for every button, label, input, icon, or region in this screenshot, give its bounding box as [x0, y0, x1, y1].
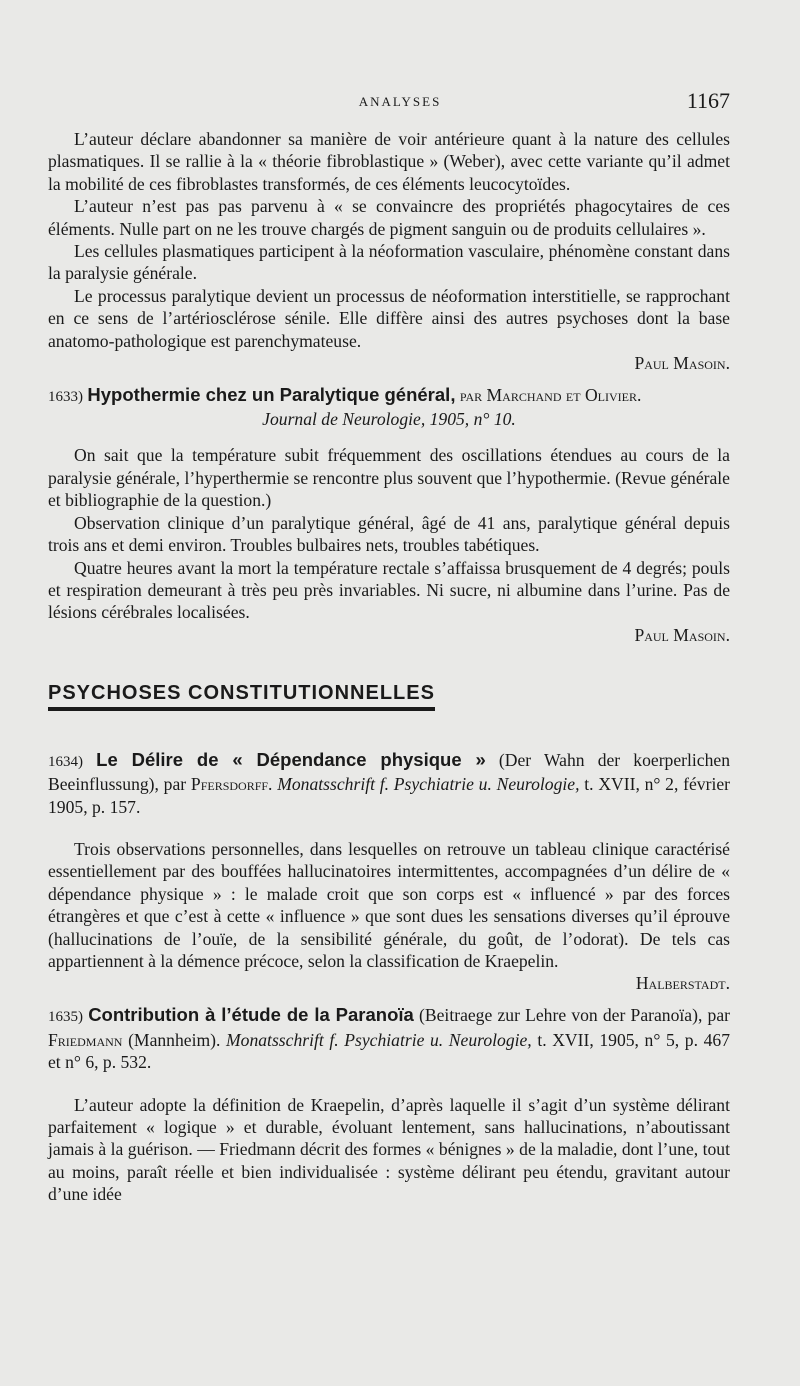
signature: Halberstadt. — [635, 973, 730, 994]
entry-heading-1633: 1633) Hypothermie chez un Paralytique général, par Marchand et Olivier. — [48, 384, 642, 406]
paragraph: Quatre heures avant la mort la température rectale s’affaissa brusquement de 4 degrés; pouls et respiration demeurant à très peu près invariables. Ni sucre, ni albumine dans l’urine. Pas de lésions cérébrales localisées. — [48, 557, 730, 623]
paragraph: Trois observations personnelles, dans lesquelles on retrouve un tableau clinique caractérisé essentiellement par des bouffées hallucinatoires intermittentes, accompagnées d’un délire de « dépendance physique » : le malade croit que son corps est « influencé » par des forces étrangères et que c’est à cette « influence » que sont dues les sensations diverses qu’il éprouve (hallucinations de l’ouïe, de la sensibilité générale, du goût, de l’odorat). De tels cas appartiennent à la démence précoce, selon la classification de Kraepelin. — [48, 838, 730, 971]
paragraph: On sait que la température subit fréquemment des oscillations étendues au cours de la paralysie générale, l’hyperthermie se rencontre plus souvent que l’hypothermie. (Revue générale et bibliographie de la question.) — [48, 445, 730, 511]
entry-title: Contribution à l’étude de la Paranoïa — [88, 1004, 414, 1026]
page-number: 1167 — [686, 88, 730, 113]
paragraph: L’auteur n’est pas pas parvenu à « se convaincre des propriétés phagocytaires de ces éléments. Nulle part on ne les trouve chargés de pigment sanguin ou de produits cellulaires ». — [48, 196, 730, 239]
paragraph: Le processus paralytique devient un processus de néoformation interstitielle, se rapprochant en ce sens de l’artériosclérose sénile. Elle diffère ainsi des autres psychoses dont la base anatomo-pathologique est parenchymateuse. — [48, 285, 730, 351]
body-text — [48, 128, 730, 1206]
running-head — [0, 88, 800, 114]
paragraph: L’auteur déclare abandonner sa manière de voir antérieure quant à la nature des cellules plasmatiques. Il se rallie à la « théorie fibroblastique » (Weber), avec cette variante qu’il admet la mobilité de ces fibroblastes transformés, de ces éléments leucocytoïdes. — [48, 129, 730, 194]
entry-title: Hypothermie chez un Paralytique général, — [87, 384, 456, 406]
running-title: ANALYSES — [358, 94, 442, 109]
section-heading: PSYCHOSES CONSTITUTIONNELLES — [48, 682, 435, 711]
signature: Paul Masoin. — [634, 624, 730, 645]
paragraph: L’auteur adopte la définition de Kraepelin, d’après laquelle il s’agit d’un système délirant parfaitement « logique » et durable, évoluant lentement, sans hallucinations, n’aboutissant jamais à la guérison. — Friedmann décrit des formes « bénignes » de la maladie, dont l’une, tout au moins, paraît réelle et bien individualisée : système délirant peu étendu, gravitant autour d’une idée — [48, 1094, 730, 1205]
entry-heading-1635: 1635) Contribution à l’étude de la Paranoïa (Beitraege zur Lehre von der Paranoïa), par Friedmann (Mannheim). Monatsschrift f. Psychiatrie u. Neurologie, t. XVII, 1905, n° 5, p. 467 et n° 6, p. 532. — [48, 1004, 730, 1073]
entry-heading-1634: 1634) Le Délire de « Dépendance physique » (Der Wahn der koerperlichen Beeinflussung), par Pfersdorff. Monatsschrift f. Psychiatrie u. Neurologie, t. XVII, n° 2, février 1905, p. 157. — [48, 748, 731, 817]
entry-title: Le Délire de « Dépendance physique » — [96, 748, 486, 770]
signature: Paul Masoin. — [634, 353, 730, 374]
paragraph: Les cellules plasmatiques participent à la néoformation vasculaire, phénomène constant dans la paralysie générale. — [48, 241, 730, 284]
paragraph: Observation clinique d’un paralytique général, âgé de 41 ans, paralytique général depuis trois ans et demi environ. Troubles bulbaires nets, troubles tabétiques. — [48, 512, 730, 556]
entry-source: Journal de Neurologie, 1905, n° 10. — [262, 409, 516, 430]
